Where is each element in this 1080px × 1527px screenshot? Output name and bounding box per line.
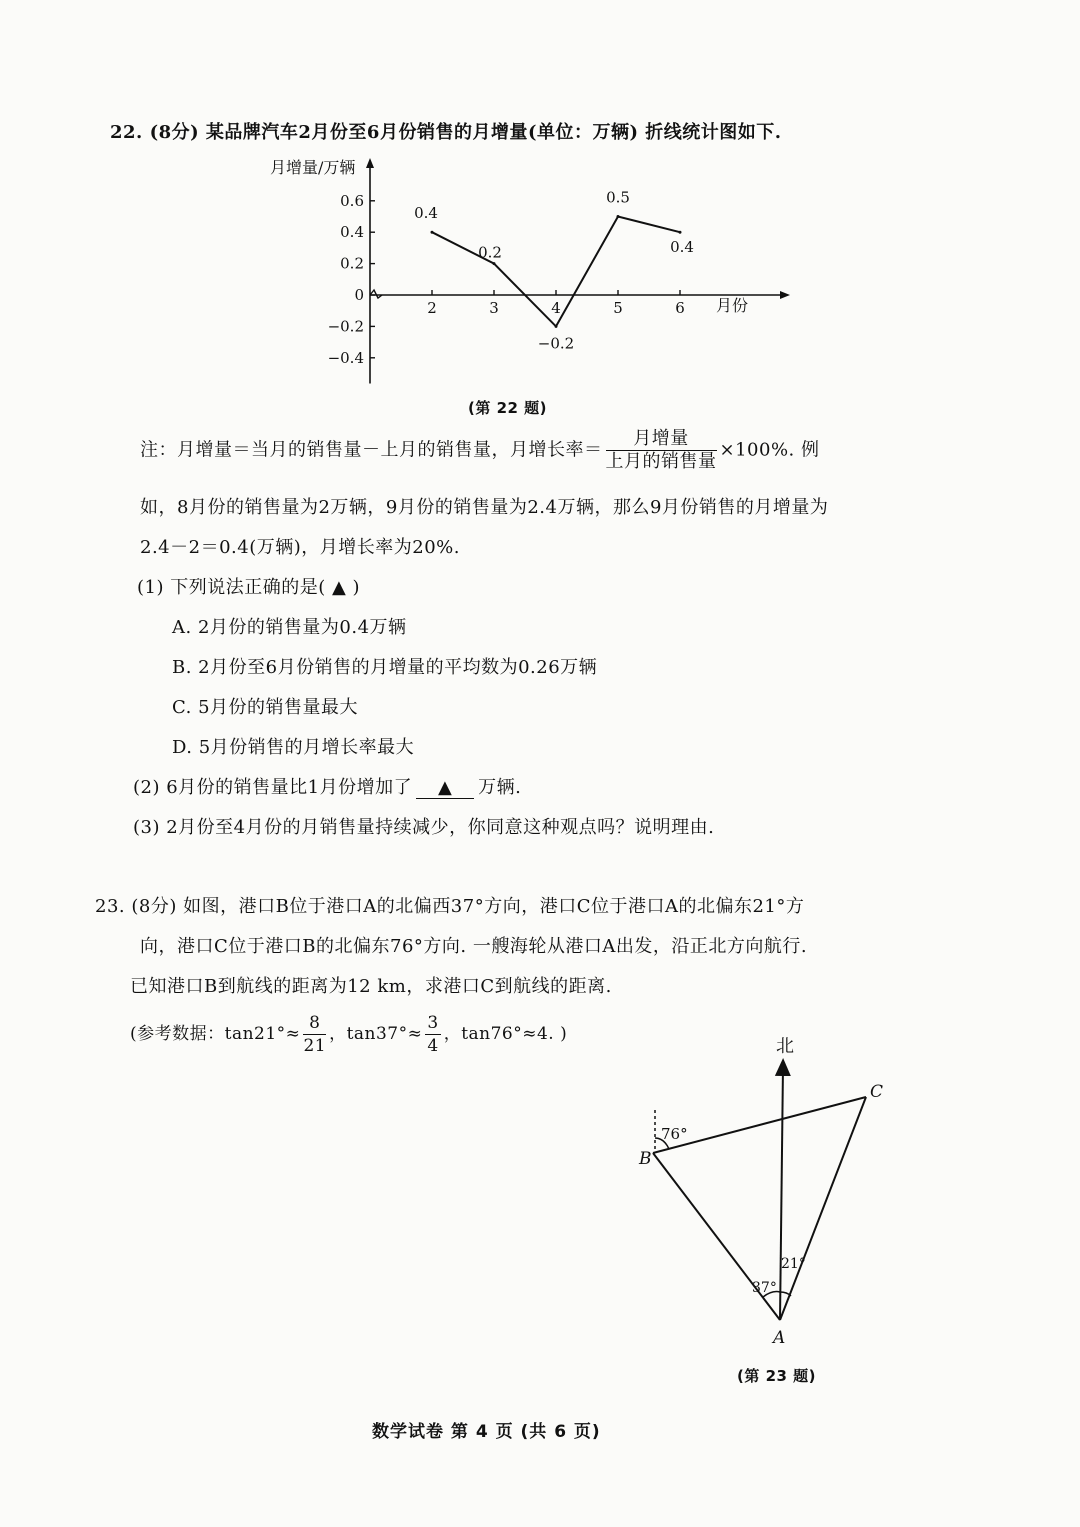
data-label: 0.4 — [414, 204, 438, 223]
data-label: 0.2 — [478, 243, 502, 262]
q22-part2-prefix: (2) 6月份的销售量比1月份增加了 — [133, 777, 413, 798]
fraction-denominator: 21 — [303, 1036, 327, 1056]
q22-note-line1 — [140, 428, 820, 473]
chart-ticks — [328, 192, 685, 367]
data-point — [617, 215, 620, 218]
q22-note-suffix: ×100%. 例 — [719, 439, 820, 461]
q23-port-diagram — [620, 1030, 920, 1360]
chart-series — [414, 189, 694, 353]
answer-blank: ▲ — [416, 777, 474, 799]
fraction-3-4 — [425, 1012, 440, 1057]
page-footer: 数学试卷 第 4 页 (共 6 页) — [372, 1422, 601, 1442]
q22-option-b: B. 2月份至6月份销售的月增量的平均数为0.26万辆 — [172, 657, 598, 678]
y-axis-arrow — [366, 158, 374, 168]
point-a-label: A — [773, 1328, 786, 1348]
y-tick-label: 0.2 — [340, 254, 364, 273]
axis-break-symbol — [370, 290, 382, 298]
q22-caption: (第 22 题) — [468, 399, 548, 417]
fraction-8-21 — [303, 1012, 326, 1057]
q22-line-chart — [250, 150, 810, 390]
q23-caption: (第 23 题) — [737, 1367, 817, 1385]
q22-note-line2: 如，8月份的销售量为2万辆，9月份的销售量为2.4万辆，那么9月份销售的月增量为 — [140, 497, 829, 518]
q22-option-a: A. 2月份的销售量为0.4万辆 — [172, 617, 407, 638]
point-c-label: C — [870, 1082, 884, 1102]
q22-part2 — [133, 773, 521, 799]
data-label: −0.2 — [537, 334, 575, 353]
angle-37-label: 37° — [752, 1280, 777, 1296]
data-point — [431, 231, 434, 234]
x-tick-label: 2 — [427, 299, 437, 317]
point-b-label: B — [639, 1149, 652, 1169]
q22-part3: (3) 2月份至4月份的月销售量持续减少，你同意这种观点吗？说明理由. — [133, 817, 715, 838]
chart-y-axis-label: 月增量/万辆 — [270, 158, 356, 177]
q23-reference-data — [130, 1012, 567, 1057]
north-label: 北 — [776, 1036, 794, 1057]
ref-suffix: ，tan76°≈4. ) — [443, 1024, 568, 1044]
q22-note-line3: 2.4－2＝0.4(万辆)，月增长率为20%. — [140, 537, 460, 558]
data-label: 0.5 — [606, 188, 630, 207]
ref-prefix: (参考数据：tan21°≈ — [130, 1024, 301, 1044]
q23-line1: 23. (8分) 如图，港口B位于港口A的北偏西37°方向，港口C位于港口A的北偏东21°方 — [95, 896, 805, 917]
q22-header: 22. (8分) 某品牌汽车2月份至6月份销售的月增量(单位：万辆) 折线统计图如下. — [110, 122, 782, 143]
x-tick-label: 5 — [613, 299, 623, 317]
q22-note-prefix: 注：月增量＝当月的销售量－上月的销售量，月增长率＝ — [140, 439, 603, 461]
data-point — [493, 262, 496, 265]
fraction-denominator: 4 — [427, 1036, 439, 1056]
y-tick-label: −0.2 — [327, 317, 364, 336]
north-axis — [780, 1066, 783, 1320]
y-tick-label: 0.4 — [340, 223, 364, 242]
q22-part2-suffix: 万辆. — [478, 777, 522, 798]
fraction-numerator: 3 — [427, 1013, 439, 1033]
q23-line2: 向，港口C位于港口B的北偏东76°方向. 一艘海轮从港口A出发，沿正北方向航行. — [140, 936, 808, 957]
fraction-numerator: 月增量 — [606, 428, 717, 451]
q22-option-d: D. 5月份销售的月增长率最大 — [172, 737, 415, 758]
fraction-denominator: 上月的销售量 — [605, 451, 717, 472]
chart-x-axis-label: 月份 — [716, 296, 749, 315]
angle-76-label: 76° — [661, 1125, 688, 1143]
y-tick-label: −0.4 — [327, 348, 364, 367]
x-tick-label: 6 — [675, 299, 685, 317]
x-axis-arrow — [780, 291, 790, 299]
segment-ac — [780, 1097, 866, 1320]
data-point — [679, 231, 682, 234]
angle-21-label: 21° — [781, 1256, 806, 1272]
data-label: 0.4 — [670, 238, 694, 257]
x-tick-label: 3 — [489, 299, 499, 317]
q23-line3: 已知港口B到航线的距离为12 km，求港口C到航线的距离. — [130, 976, 612, 997]
x-tick-label: 4 — [551, 299, 561, 317]
chart-axes — [366, 158, 790, 384]
q22-option-c: C. 5月份的销售量最大 — [172, 697, 359, 718]
y-tick-label: 0 — [354, 286, 364, 304]
ref-mid: ，tan37°≈ — [329, 1024, 423, 1044]
angle-arc-21 — [780, 1292, 791, 1296]
data-point — [555, 325, 558, 328]
fraction-numerator: 8 — [303, 1012, 326, 1035]
q22-part1-stem: (1) 下列说法正确的是( ▲ ) — [137, 577, 361, 598]
growth-rate-fraction — [606, 428, 717, 473]
y-tick-label: 0.6 — [340, 191, 364, 210]
